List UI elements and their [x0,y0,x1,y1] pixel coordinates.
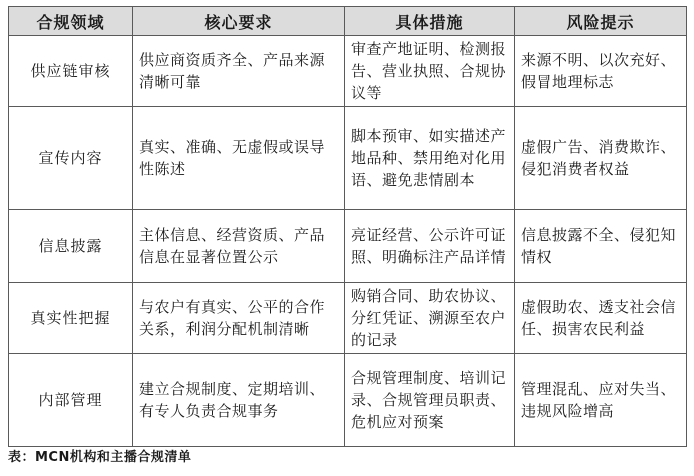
cell-requirement: 供应商资质齐全、产品来源清晰可靠 [133,36,345,107]
table-row [9,283,687,354]
cell-measures: 亮证经营、公示许可证照、明确标注产品详情 [345,210,515,283]
cell-measures: 脚本预审、如实描述产地品种、禁用绝对化用语、避免悲情剧本 [345,107,515,210]
cell-area: 真实性把握 [9,283,133,354]
table-row [9,210,687,283]
cell-requirement: 主体信息、经营资质、产品信息在显著位置公示 [133,210,345,283]
cell-requirement: 真实、准确、无虚假或误导性陈述 [133,107,345,210]
header-risk: 风险提示 [515,7,687,36]
cell-risk: 虚假广告、消费欺诈、侵犯消费者权益 [515,107,687,210]
cell-risk: 信息披露不全、侵犯知情权 [515,210,687,283]
table-row [9,36,687,107]
cell-risk: 来源不明、以次充好、假冒地理标志 [515,36,687,107]
cell-area: 信息披露 [9,210,133,283]
header-area: 合规领域 [9,7,133,36]
cell-measures: 审查产地证明、检测报告、营业执照、合规协议等 [345,36,515,107]
cell-area: 宣传内容 [9,107,133,210]
compliance-table [8,6,687,447]
cell-area: 供应链审核 [9,36,133,107]
table-row [9,107,687,210]
header-measures: 具体措施 [345,7,515,36]
cell-area: 内部管理 [9,354,133,447]
table-caption: 表：MCN机构和主播合规清单 [8,450,192,465]
cell-risk: 虚假助农、透支社会信任、损害农民利益 [515,283,687,354]
header-core-requirement: 核心要求 [133,7,345,36]
cell-measures: 合规管理制度、培训记录、合规管理员职责、危机应对预案 [345,354,515,447]
table-header-row [9,7,687,36]
cell-measures: 购销合同、助农协议、分红凭证、溯源至农户的记录 [345,283,515,354]
cell-requirement: 建立合规制度、定期培训、有专人负责合规事务 [133,354,345,447]
compliance-table-container [8,6,686,447]
table-row [9,354,687,447]
cell-risk: 管理混乱、应对失当、违规风险增高 [515,354,687,447]
cell-requirement: 与农户有真实、公平的合作关系，利润分配机制清晰 [133,283,345,354]
